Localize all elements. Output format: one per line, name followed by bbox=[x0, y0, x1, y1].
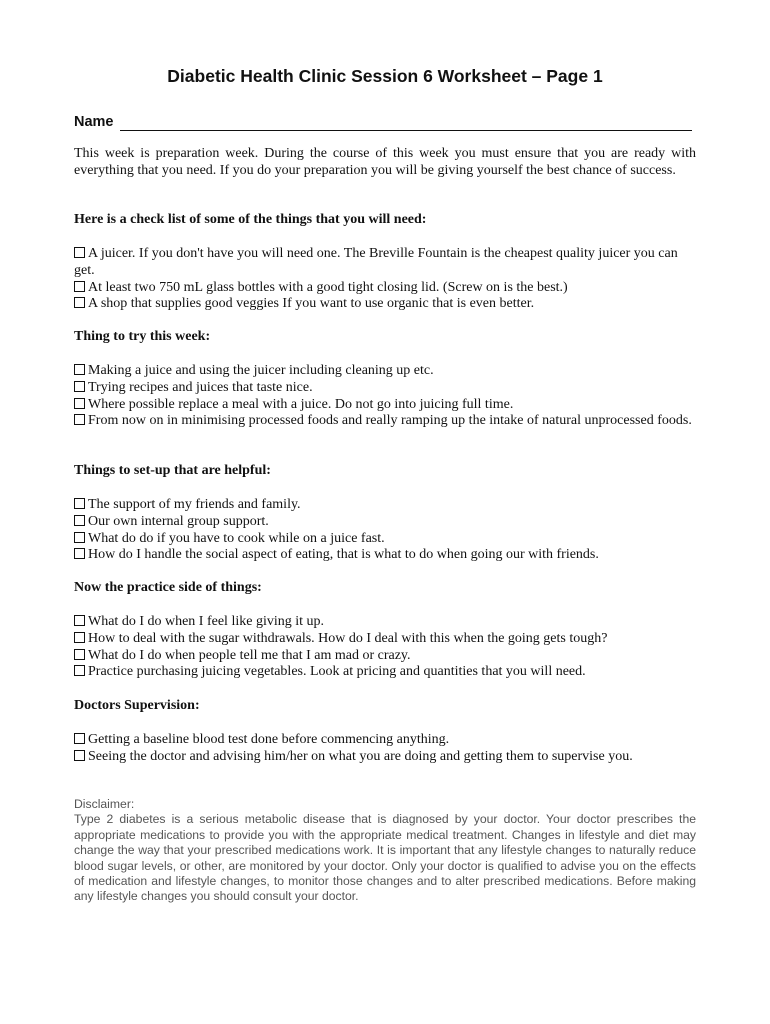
list-item bbox=[74, 246, 696, 280]
list-item bbox=[74, 413, 696, 430]
list-item bbox=[74, 397, 696, 414]
name-input-line[interactable] bbox=[120, 130, 692, 131]
checkbox[interactable] bbox=[74, 498, 85, 509]
list-item bbox=[74, 664, 696, 681]
checkbox[interactable] bbox=[74, 733, 85, 744]
item-text: What do do if you have to cook while on a juice fast. bbox=[88, 530, 385, 546]
list-item bbox=[74, 631, 696, 648]
checkbox[interactable] bbox=[74, 532, 85, 543]
list-item bbox=[74, 380, 696, 397]
page-title: Diabetic Health Clinic Session 6 Worksheet – Page 1 bbox=[167, 66, 603, 86]
list-item bbox=[74, 363, 696, 380]
item-text: How to deal with the sugar withdrawals. How do I deal with this when the going gets tough? bbox=[88, 630, 608, 646]
item-text: Our own internal group support. bbox=[88, 513, 269, 529]
checkbox[interactable] bbox=[74, 414, 85, 425]
checklist-try bbox=[74, 363, 696, 430]
name-field-row bbox=[74, 114, 692, 134]
checkbox[interactable] bbox=[74, 364, 85, 375]
section-heading-doctors: Doctors Supervision: bbox=[74, 698, 200, 713]
item-text: Getting a baseline blood test done before commencing anything. bbox=[88, 732, 450, 747]
name-label: Name bbox=[74, 114, 114, 130]
section-heading-setup: Things to set-up that are helpful: bbox=[74, 463, 271, 478]
list-item bbox=[74, 749, 696, 766]
checkbox[interactable] bbox=[74, 548, 85, 559]
list-item bbox=[74, 547, 696, 564]
section-heading-checklist: Here is a check list of some of the things that you will need: bbox=[74, 212, 427, 227]
item-text: Seeing the doctor and advising him/her on what you are doing and getting them to supervise you. bbox=[88, 748, 633, 764]
checkbox[interactable] bbox=[74, 632, 85, 643]
list-item bbox=[74, 514, 696, 531]
checkbox[interactable] bbox=[74, 247, 85, 258]
checkbox[interactable] bbox=[74, 750, 85, 761]
list-item bbox=[74, 497, 696, 514]
checkbox[interactable] bbox=[74, 381, 85, 392]
disclaimer-text: Type 2 diabetes is a serious metabolic disease that is diagnosed by your doctor. Your doctor prescribes the appropriate medications to provide you with the appropriate medical treatment. Changes in lifestyle and diet may change the way that your prescribed medications work. It is important that any lifestyle changes to naturally reduce blood sugar levels, or other, are monitored by your doctor. Only your doctor is qualified to advise you on the effects of medication and lifestyle changes, to monitor those changes and to alter prescribed medications. Before making any lifestyle changes you should consult your doctor. bbox=[74, 812, 696, 904]
item-text: A juicer. If you don't have you will need one. The Breville Fountain is the cheapest quality juicer you can get. bbox=[74, 246, 678, 278]
checkbox[interactable] bbox=[74, 281, 85, 292]
checkbox[interactable] bbox=[74, 665, 85, 676]
section-heading-try-this-week: Thing to try this week: bbox=[74, 329, 211, 344]
list-item bbox=[74, 648, 696, 665]
intro-paragraph: This week is preparation week. During the course of this week you must ensure that you are ready with everything that you need. If you do your preparation you will be giving yourself the best chance of success. bbox=[74, 146, 696, 178]
item-text: How do I handle the social aspect of eating, that is what to do when going our with friends. bbox=[88, 547, 599, 563]
checkbox[interactable] bbox=[74, 515, 85, 526]
item-text: The support of my friends and family. bbox=[88, 497, 301, 512]
list-item bbox=[74, 614, 696, 631]
checkbox[interactable] bbox=[74, 398, 85, 409]
item-text: At least two 750 mL glass bottles with a good tight closing lid. (Screw on is the best.) bbox=[88, 279, 568, 295]
disclaimer bbox=[74, 797, 696, 905]
item-text: A shop that supplies good veggies If you want to use organic that is even better. bbox=[88, 296, 535, 312]
checkbox[interactable] bbox=[74, 615, 85, 626]
checklist-practice bbox=[74, 614, 696, 681]
disclaimer-label: Disclaimer: bbox=[74, 797, 135, 811]
list-item bbox=[74, 732, 696, 749]
item-text: What do I do when I feel like giving it up. bbox=[88, 614, 324, 629]
item-text: What do I do when people tell me that I am mad or crazy. bbox=[88, 647, 411, 663]
list-item bbox=[74, 280, 696, 297]
checklist-setup bbox=[74, 497, 696, 564]
item-text: From now on in minimising processed foods and really ramping up the intake of natural unprocessed foods. bbox=[88, 413, 692, 429]
list-item bbox=[74, 296, 696, 313]
item-text: Where possible replace a meal with a juice. Do not go into juicing full time. bbox=[88, 396, 514, 412]
checklist-doctors bbox=[74, 732, 696, 766]
checkbox[interactable] bbox=[74, 297, 85, 308]
section-heading-practice: Now the practice side of things: bbox=[74, 580, 262, 595]
checkbox[interactable] bbox=[74, 649, 85, 660]
item-text: Practice purchasing juicing vegetables. Look at pricing and quantities that you will need. bbox=[88, 664, 586, 680]
item-text: Making a juice and using the juicer including cleaning up etc. bbox=[88, 363, 434, 378]
checklist-needs bbox=[74, 246, 696, 313]
item-text: Trying recipes and juices that taste nice. bbox=[88, 379, 313, 395]
list-item bbox=[74, 531, 696, 548]
